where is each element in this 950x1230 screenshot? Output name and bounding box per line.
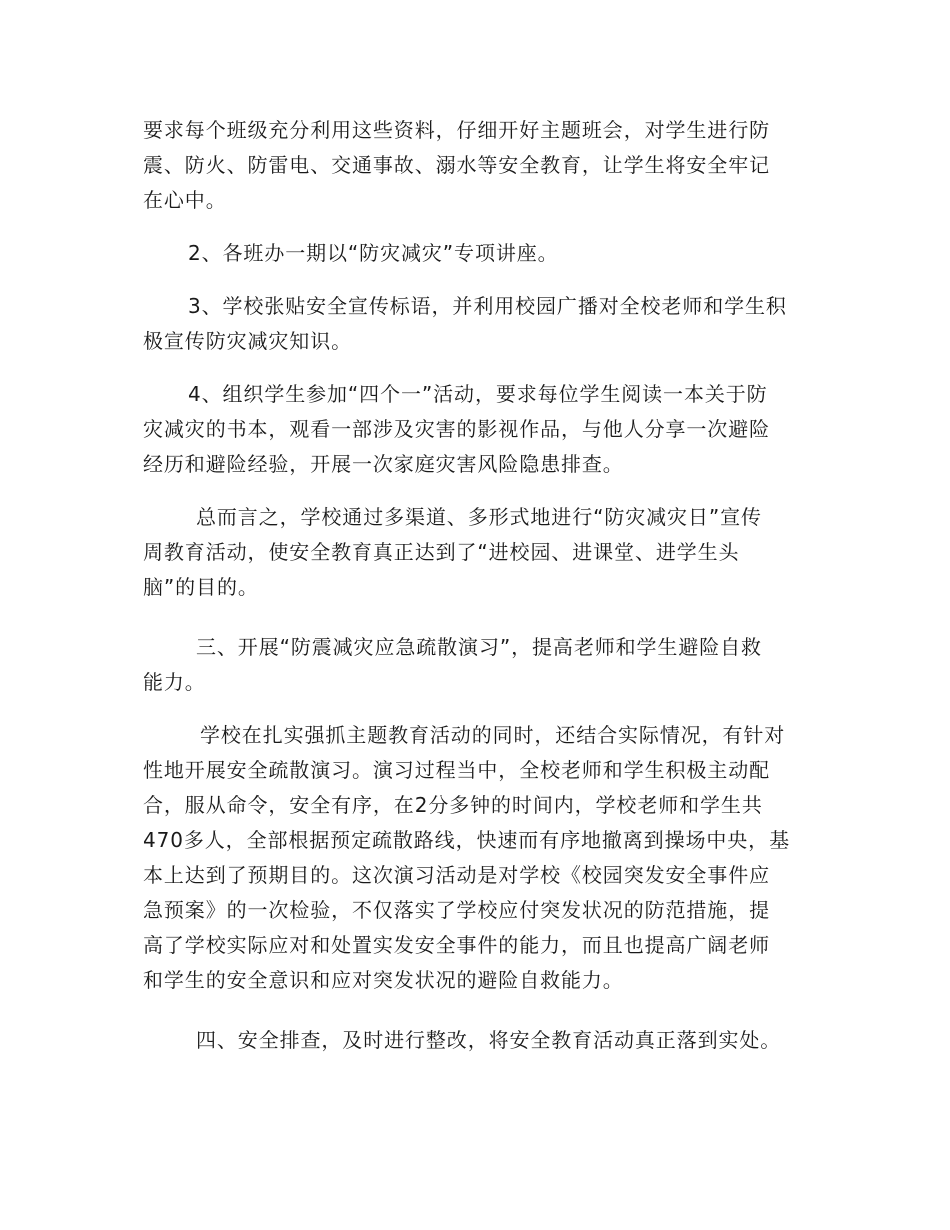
text-line: 急预案》的一次检验，不仅落实了学校应付突发状况的防范措施，提: [143, 898, 770, 922]
text-line: 脑”的目的。: [143, 575, 259, 599]
text-line: 周教育活动，使安全教育真正达到了“进校园、进课堂、进学生头: [143, 540, 740, 564]
section-heading-3: 三、开展“防震减灾应急疏散演习”，提高老师和学生避险自救: [196, 635, 762, 659]
text-line: 性地开展安全疏散演习。演习过程当中，全校老师和学生积极主动配: [143, 758, 770, 782]
text-line: 合，服从命令，安全有序，在2分多钟的时间内，学校老师和学生共: [143, 793, 763, 817]
list-item-4: 4、组织学生参加“四个一”活动，要求每位学生阅读一本关于防: [188, 382, 768, 406]
list-item-2: 2、各班办一期以“防灾减灾”专项讲座。: [188, 241, 559, 265]
summary-paragraph: 总而言之，学校通过多渠道、多形式地进行“防灾减灾日”宣传: [196, 505, 762, 529]
text-line: 震、防火、防雷电、交通事故、溺水等安全教育，让学生将安全牢记: [143, 153, 770, 177]
text-line: 470多人，全部根据预定疏散路线，快速而有序地撤离到操场中央，基: [143, 828, 790, 852]
drill-paragraph: 学校在扎实强抓主题教育活动的同时，还结合实际情况，有针对: [200, 723, 786, 747]
text-line: 灾减灾的书本，观看一部涉及灾害的影视作品，与他人分享一次避险: [143, 417, 770, 441]
text-line: 高了学校实际应对和处置实发安全事件的能力，而且也提高广阔老师: [143, 933, 770, 957]
section-heading-4: 四、安全排查，及时进行整改，将安全教育活动真正落到实处。: [196, 1028, 782, 1052]
text-line: 要求每个班级充分利用这些资料，仔细开好主题班会，对学生进行防: [143, 118, 770, 142]
text-line: 本上达到了预期目的。这次演习活动是对学校《校园突发安全事件应: [143, 863, 770, 887]
text-line: 能力。: [143, 670, 206, 694]
text-line: 在心中。: [143, 188, 227, 212]
list-item-3: 3、学校张贴安全宣传标语，并利用校园广播对全校老师和学生积: [188, 294, 787, 318]
text-line: 和学生的安全意识和应对突发状况的避险自救能力。: [143, 968, 624, 992]
text-line: 经历和避险经验，开展一次家庭灾害风险隐患排查。: [143, 452, 624, 476]
text-line: 极宣传防灾减灾知识。: [143, 329, 352, 353]
